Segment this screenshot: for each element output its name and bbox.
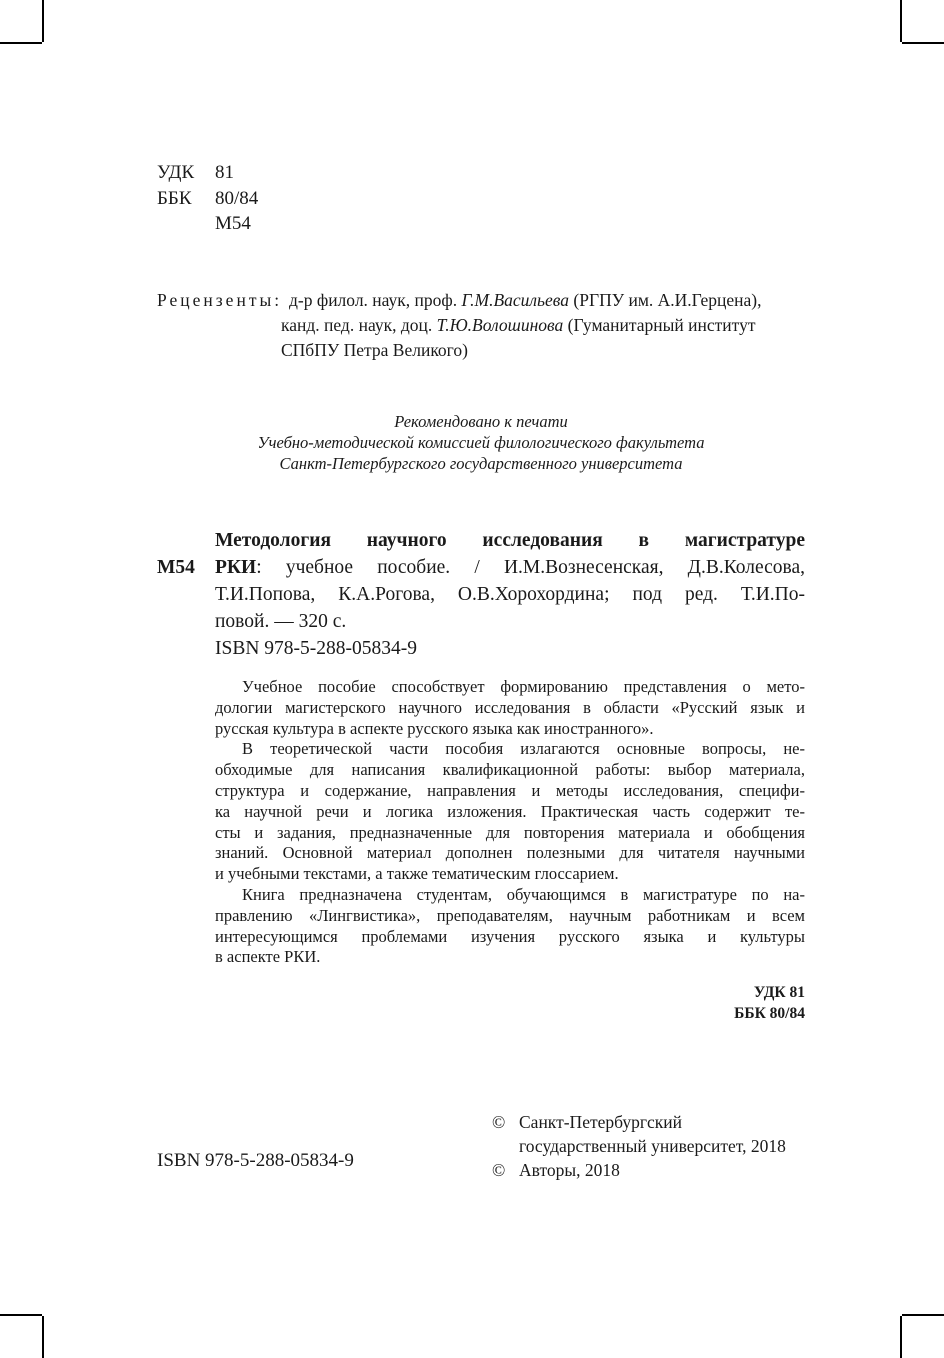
reviewer-affiliation: (РГПУ им. А.И.Герцена),: [569, 290, 762, 310]
entry-title-end: РКИ: [215, 557, 257, 578]
entry-line: повой. — 320 с.: [215, 611, 347, 632]
udk-label: УДК: [157, 162, 195, 183]
reviewer-line: [281, 338, 761, 363]
entry-line: Т.И.Попова, К.А.Рогова, О.В.Хорохордина; под ред. Т.И.По-: [215, 584, 805, 605]
udk-value: 81: [215, 162, 234, 183]
reviewers-list: [281, 288, 762, 363]
abstract: [215, 677, 805, 968]
abstract-line: дологии магистерского научного исследования в области «Русский язык и: [215, 697, 805, 717]
reviewer-line: [281, 313, 761, 338]
crop-mark-bottom-left-h: [0, 1314, 42, 1316]
abstract-line: в аспекте РКИ.: [215, 947, 321, 967]
copyright-entry-cont: [492, 1134, 786, 1158]
crop-mark-bottom-left-v: [42, 1316, 44, 1358]
reviewer-title: канд. пед. наук, доц.: [281, 315, 437, 335]
bbk-label: ББК: [157, 187, 192, 209]
reviewer-name: Т.Ю.Волошинова: [436, 315, 564, 335]
crop-mark-bottom-right-v: [900, 1316, 902, 1358]
bbk-summary: ББК 80/84: [734, 1005, 805, 1022]
abstract-line: сты и задания, предназначенные для повторения материала и обобщения: [215, 822, 805, 842]
abstract-line: русская культура в аспекте русского языка как иностранного».: [215, 718, 654, 738]
crop-mark-top-left-v: [42, 0, 44, 42]
reviewer-affiliation: (Гуманитарный институт: [563, 315, 756, 335]
entry-authors: : учебное пособие. / И.М.Вознесенская, Д.В.Колесова,: [256, 557, 805, 578]
abstract-line: Учебное пособие способствует формированию представления о мето-: [242, 677, 805, 696]
abstract-line: и учебными текстами, а также тематическим глоссарием.: [215, 864, 619, 884]
entry-author-mark: М54: [157, 557, 195, 578]
abstract-line: знаний. Основной материал дополнен полезными для читателя научными: [215, 843, 805, 863]
copyright-block: [492, 1110, 786, 1182]
approval-line: Учебно-методической комиссией филологического факультета: [257, 433, 705, 452]
copyright-icon: ©: [492, 1160, 506, 1180]
abstract-line: ка научной речи и логика изложения. Практическая часть содержит те-: [215, 801, 805, 821]
reviewers-label: Рецензенты:: [157, 290, 283, 310]
author-mark: М54: [215, 213, 251, 234]
reviewer-title: д-р филол. наук, проф.: [289, 290, 462, 310]
entry-isbn: ISBN 978-5-288-05834-9: [215, 638, 418, 659]
abstract-line: правлению «Лингвистика», преподавателям, научным работникам и всем: [215, 905, 805, 925]
copyright-entry: [492, 1110, 786, 1134]
abstract-line: обходимые для написания квалификационной работы: выбор материала,: [215, 760, 805, 780]
copyright-holder: Санкт-Петербургский: [519, 1112, 683, 1132]
entry-line: [157, 554, 805, 581]
crop-mark-top-left-h: [0, 42, 42, 44]
copyright-holder: государственный университет, 2018: [519, 1136, 786, 1156]
bibliographic-entry: [157, 527, 805, 662]
abstract-line: структура и содержание, направления и методы исследования, специфи-: [215, 780, 805, 800]
abstract-line: интересующимся проблемами изучения русского языка и культуры: [215, 926, 805, 946]
entry-title: Методология научного исследования в магистратуре: [215, 530, 805, 551]
approval-line: Санкт-Петербургского государственного университета: [279, 454, 683, 473]
udk-row: [157, 160, 258, 186]
reviewer-name: Г.М.Васильева: [461, 290, 570, 310]
bbk-value: 80/84: [215, 187, 259, 209]
udk-summary: УДК 81: [753, 984, 805, 1001]
crop-mark-top-right-h: [902, 42, 944, 44]
copyright-holder: Авторы, 2018: [519, 1160, 620, 1180]
reviewer-line: [289, 288, 761, 313]
crop-mark-bottom-right-h: [902, 1314, 944, 1316]
approval-note: [157, 411, 805, 474]
copyright-entry: [492, 1158, 786, 1182]
classification-codes: [157, 160, 258, 237]
author-mark-row: [157, 211, 258, 237]
abstract-line: В теоретической части пособия излагаются основные вопросы, не-: [242, 739, 805, 759]
abstract-line: Книга предназначена студентам, обучающимся в магистратуре по на-: [242, 884, 805, 904]
classification-summary: [600, 982, 805, 1024]
footer-isbn: ISBN 978-5-288-05834-9: [157, 1150, 354, 1171]
copyright-icon: ©: [492, 1112, 506, 1132]
reviewer-affiliation: СПбПУ Петра Великого): [281, 340, 468, 360]
bbk-row: [157, 186, 258, 212]
approval-line: Рекомендовано к печати: [394, 412, 568, 431]
crop-mark-top-right-v: [900, 0, 902, 42]
